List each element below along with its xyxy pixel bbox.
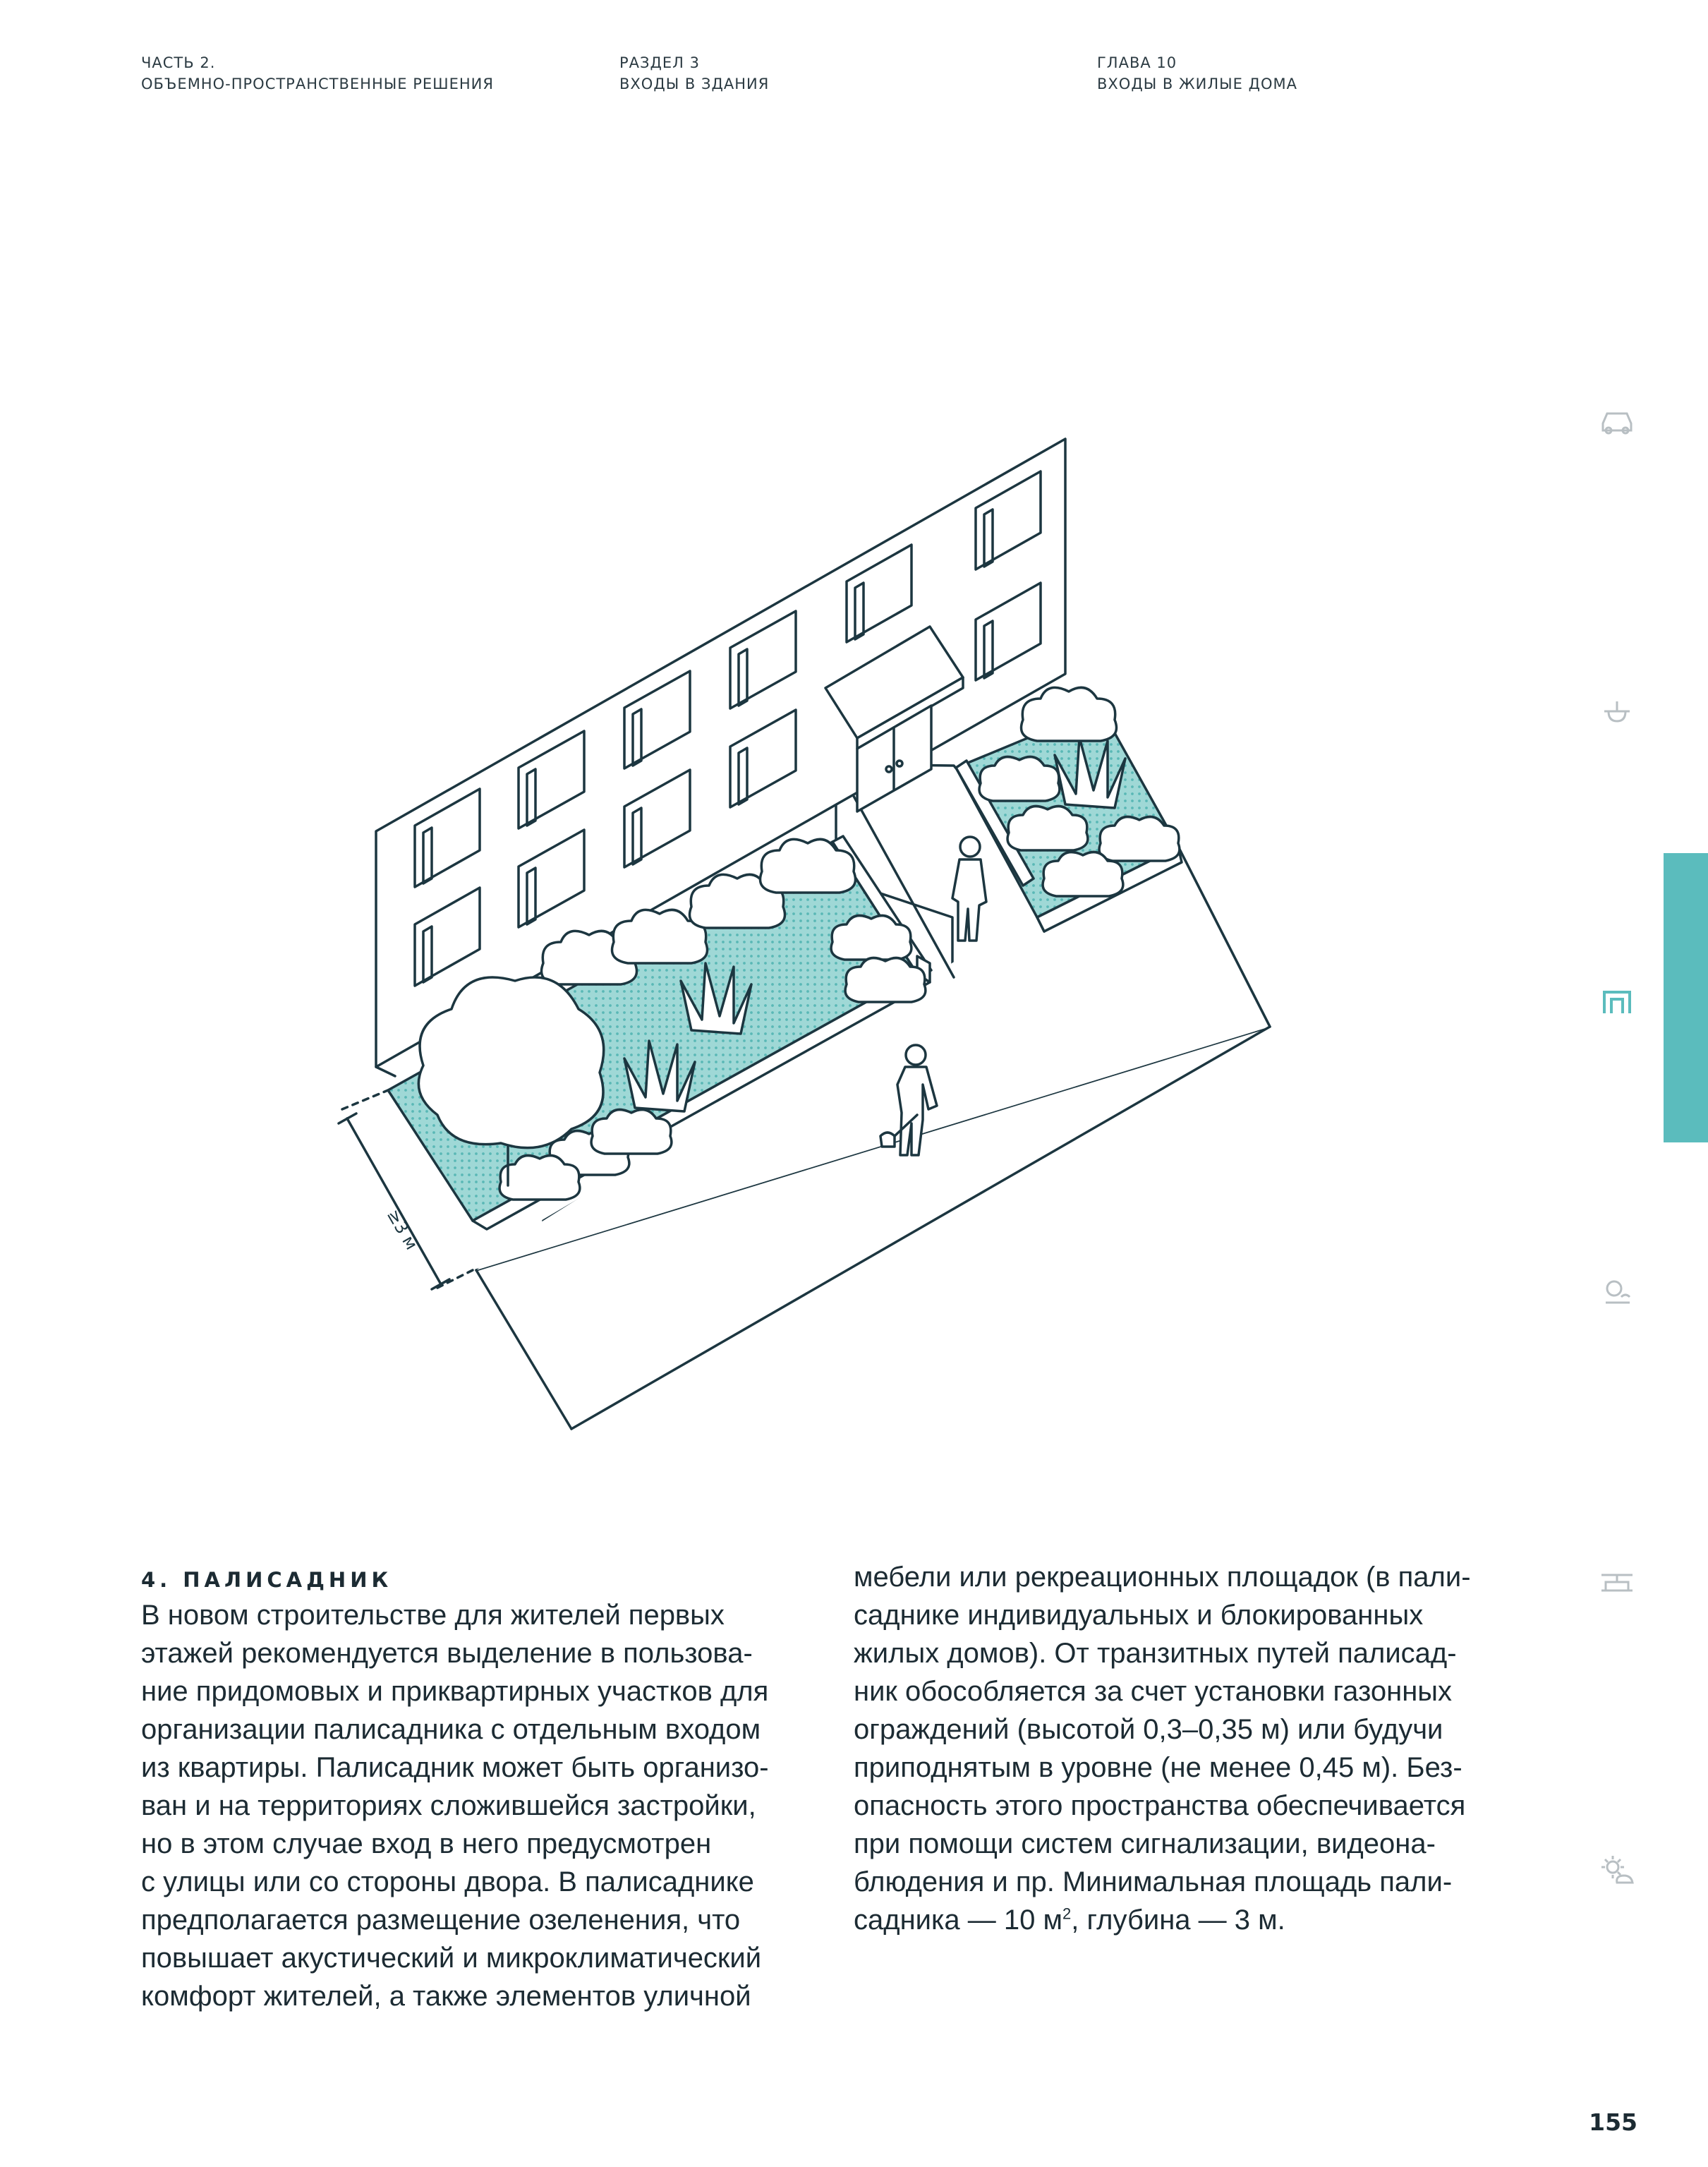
body-line: при помощи систем сигнализации, видеона- xyxy=(854,1828,1436,1859)
body-line: с улицы или со стороны двора. В палисаднике xyxy=(141,1866,754,1897)
bridge-icon[interactable] xyxy=(1596,1561,1638,1603)
body-line: но в этом случае вход в него предусмотрен xyxy=(141,1828,712,1859)
header-part-line1: ЧАСТЬ 2. xyxy=(141,54,216,71)
body-left-column xyxy=(141,1596,769,2015)
body-line: предполагается размещение озеленения, что xyxy=(141,1905,741,1936)
body-right-column xyxy=(854,1558,1471,1939)
body-line: мебели или рекреационных площадок (в пали- xyxy=(854,1562,1471,1593)
car-icon[interactable] xyxy=(1596,399,1638,442)
body-line: опасность этого пространства обеспечивается xyxy=(854,1790,1466,1821)
body-line: из квартиры. Палисадник может быть организо- xyxy=(141,1752,769,1783)
body-line: ограждений (высотой 0,3–0,35 м) или будучи xyxy=(854,1714,1443,1745)
dimension-label: ≥3 м xyxy=(382,1206,422,1253)
header-section-line1: РАЗДЕЛ 3 xyxy=(619,54,700,71)
body-line: комфорт жителей, а также элементов уличной xyxy=(141,1981,751,2012)
active-section-tab[interactable] xyxy=(1664,853,1708,1142)
header-chapter-line1: ГЛАВА 10 xyxy=(1097,54,1177,71)
person-bench-icon[interactable] xyxy=(1596,1270,1638,1312)
body-line: ние придомовых и приквартирных участков для xyxy=(141,1676,769,1707)
road-icon[interactable] xyxy=(1596,690,1638,732)
header-section-line2: ВХОДЫ В ЗДАНИЯ xyxy=(619,76,770,92)
weather-icon[interactable] xyxy=(1596,1850,1638,1893)
body-line: повышает акустический и микроклиматический xyxy=(141,1943,762,1974)
body-line: этажей рекомендуется выделение в пользова- xyxy=(141,1638,753,1669)
section-title: 4. ПАЛИСАДНИК xyxy=(141,1568,393,1592)
body-fragment-sup: 2 xyxy=(1062,1905,1072,1923)
body-line: блюдения и пр. Минимальная площадь пали- xyxy=(854,1866,1453,1897)
body-line: ван и на территориях сложившейся застройки, xyxy=(141,1790,756,1821)
body-line: саднике индивидуальных и блокированных xyxy=(854,1600,1424,1631)
body-line: В новом строительстве для жителей первых xyxy=(141,1600,725,1631)
header-chapter-line2: ВХОДЫ В ЖИЛЫЕ ДОМА xyxy=(1097,76,1298,92)
body-fragment-before: садника — 10 м xyxy=(854,1905,1062,1936)
body-line: жилых домов). От транзитных путей палисад- xyxy=(854,1638,1457,1669)
body-line-last xyxy=(854,1901,1471,1939)
body-line: организации палисадника с отдельным входом xyxy=(141,1714,761,1745)
body-line: приподнятым в уровне (не менее 0,45 м). Без- xyxy=(854,1752,1462,1783)
body-fragment-after: , глубина — 3 м. xyxy=(1071,1905,1285,1936)
page-number: 155 xyxy=(1589,2108,1637,2136)
header-part-line2: ОБЪЕМНО-ПРОСТРАНСТВЕННЫЕ РЕШЕНИЯ xyxy=(141,76,494,92)
building-entrance-icon[interactable] xyxy=(1596,979,1638,1022)
body-line: ник обособляется за счет установки газонных xyxy=(854,1676,1453,1707)
